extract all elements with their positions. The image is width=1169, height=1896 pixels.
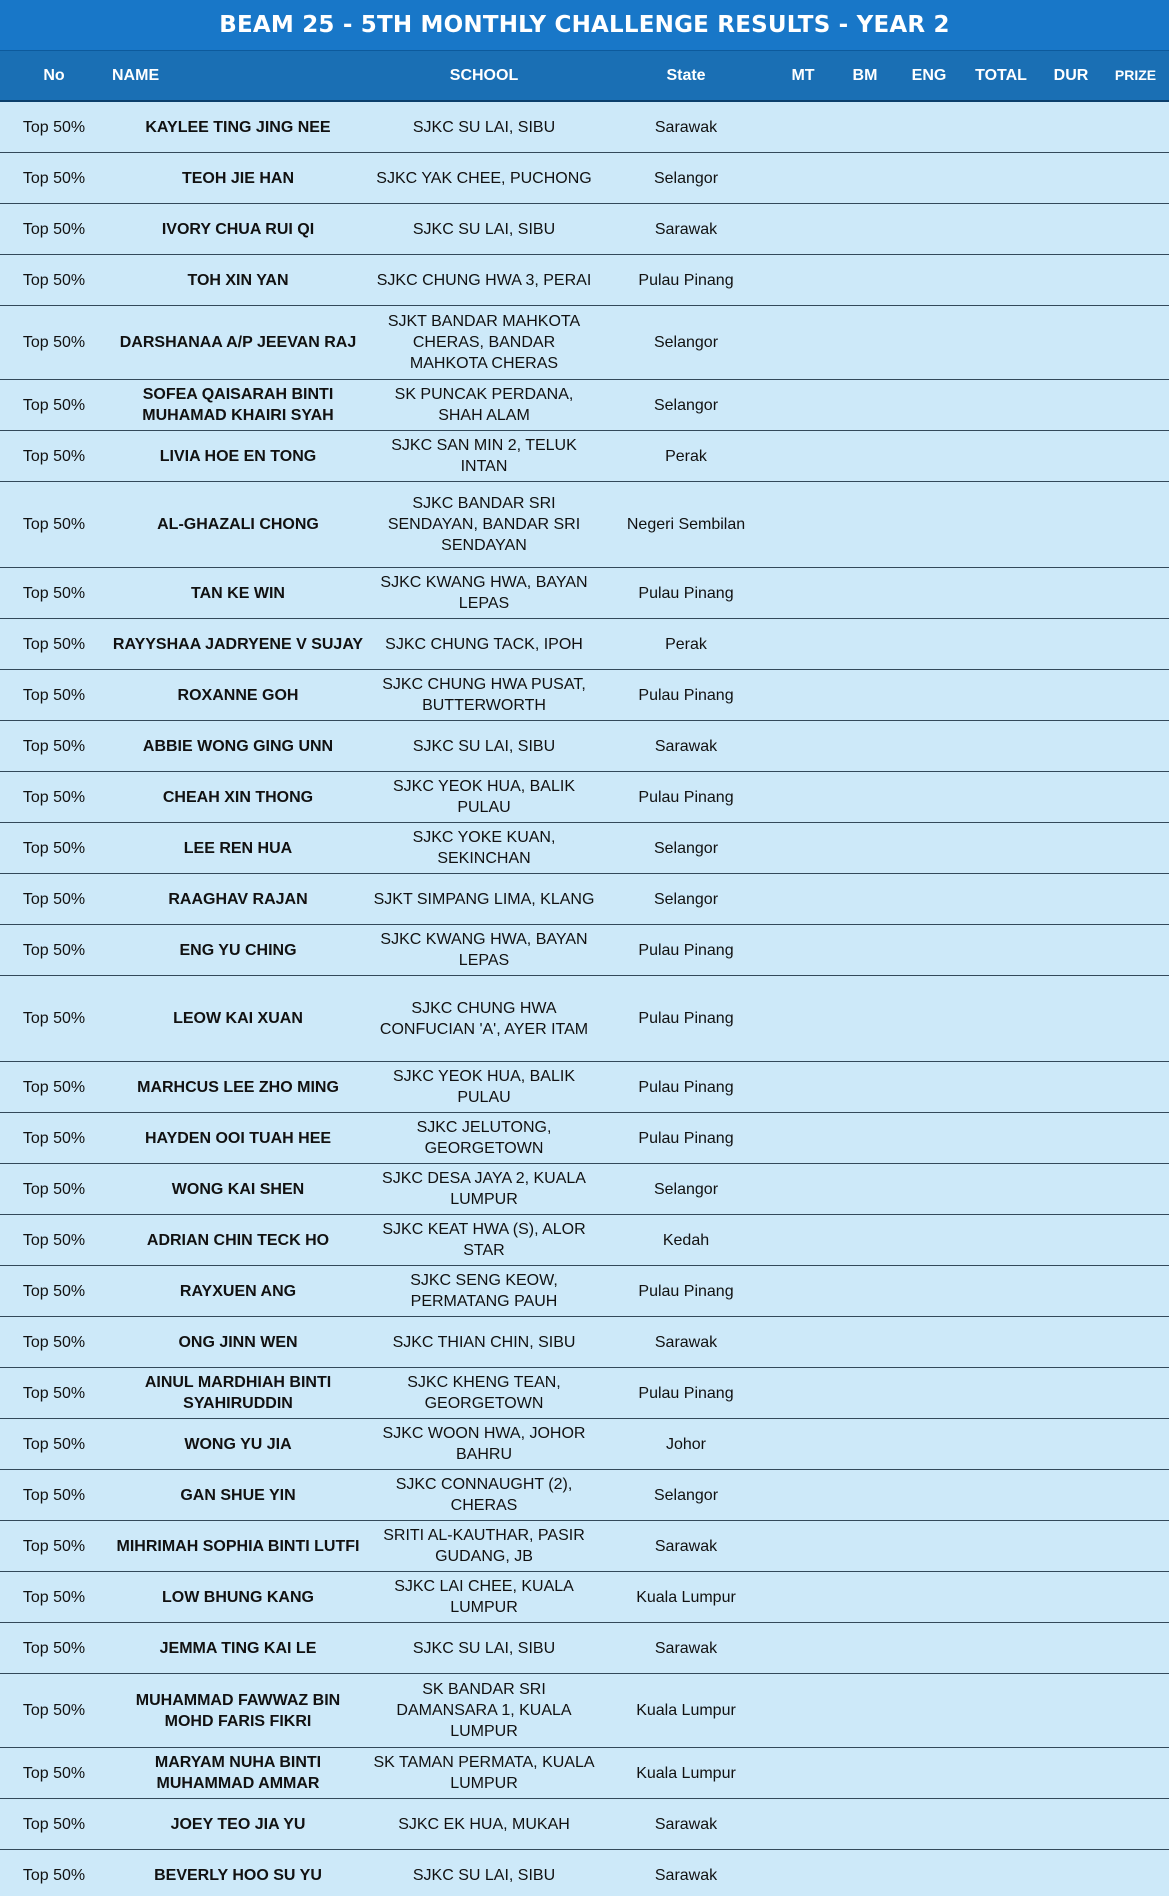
cell-no: Top 50%: [22, 1282, 86, 1300]
cell-school: SJKC CHUNG HWA CONFUCIAN 'A', AYER ITAM: [379, 999, 589, 1038]
cell-no: Top 50%: [22, 1702, 86, 1719]
cell-school: SJKC SENG KEOW, PERMATANG PAUH: [410, 1272, 558, 1310]
table-row: [0, 1062, 1169, 1113]
cell-school: SRITI AL-KAUTHAR, PASIR GUDANG, JB: [383, 1527, 585, 1565]
table-row: [0, 1748, 1169, 1799]
cell-school: SJKC THIAN CHIN, SIBU: [392, 1333, 576, 1351]
cell-name: WONG KAI SHEN: [171, 1180, 305, 1198]
cell-state: Sarawak: [654, 1815, 718, 1833]
cell-state: Kuala Lumpur: [636, 1588, 736, 1606]
cell-no: Top 50%: [22, 334, 86, 351]
cell-school: SJKT BANDAR MAHKOTA CHERAS, BANDAR MAHKOTA CHERAS: [387, 313, 581, 372]
cell-no: Top 50%: [22, 118, 86, 136]
cell-state: Pulau Pinang: [638, 584, 734, 602]
table-row: [0, 1674, 1169, 1748]
cell-name: MARHCUS LEE ZHO MING: [137, 1078, 339, 1096]
cell-name: MUHAMMAD FAWWAZ BIN MOHD FARIS FIKRI: [135, 1691, 341, 1730]
cell-no: Top 50%: [22, 635, 86, 653]
table-row: [0, 976, 1169, 1062]
cell-name: LIVIA HOE EN TONG: [159, 447, 317, 465]
cell-no: Top 50%: [22, 1078, 86, 1096]
table-row: [0, 1521, 1169, 1572]
cell-name: JEMMA TING KAI LE: [159, 1639, 317, 1657]
header-state: State: [666, 67, 706, 84]
table-row: [0, 1623, 1169, 1674]
cell-no: Top 50%: [22, 396, 86, 414]
cell-school: SJKC EK HUA, MUKAH: [398, 1815, 570, 1833]
cell-school: SJKC KEAT HWA (S), ALOR STAR: [382, 1221, 586, 1259]
cell-state: Selangor: [653, 1180, 719, 1198]
table-row: [0, 1850, 1169, 1896]
header-school: SCHOOL: [449, 67, 519, 84]
cell-name: RAAGHAV RAJAN: [168, 890, 308, 908]
cell-state: Sarawak: [654, 1333, 718, 1351]
header-no: No: [43, 67, 65, 84]
table-row: [0, 431, 1169, 482]
header-mt: MT: [791, 67, 815, 84]
cell-state: Selangor: [653, 334, 719, 351]
cell-school: SJKC YOKE KUAN, SEKINCHAN: [412, 829, 556, 867]
table-row: [0, 1368, 1169, 1419]
cell-school: SJKC CONNAUGHT (2), CHERAS: [395, 1476, 573, 1514]
cell-no: Top 50%: [22, 1764, 86, 1782]
cell-school: SJKC JELUTONG, GEORGETOWN: [416, 1119, 552, 1157]
cell-state: Pulau Pinang: [638, 1282, 734, 1300]
table-row: [0, 1799, 1169, 1850]
cell-state: Perak: [665, 447, 707, 465]
cell-school: SK BANDAR SRI DAMANSARA 1, KUALA LUMPUR: [396, 1681, 572, 1740]
cell-no: Top 50%: [22, 516, 86, 533]
cell-school: SJKC KHENG TEAN, GEORGETOWN: [407, 1374, 561, 1412]
cell-state: Pulau Pinang: [638, 941, 734, 959]
table-row: [0, 1164, 1169, 1215]
cell-school: SJKC SU LAI, SIBU: [412, 737, 556, 755]
cell-name: ADRIAN CHIN TECK HO: [146, 1231, 330, 1249]
cell-state: Sarawak: [654, 118, 718, 136]
table-row: [0, 482, 1169, 568]
cell-no: Top 50%: [22, 890, 86, 908]
cell-no: Top 50%: [22, 1180, 86, 1198]
cell-state: Sarawak: [654, 1866, 718, 1884]
cell-name: KAYLEE TING JING NEE: [145, 118, 331, 136]
table-row: [0, 306, 1169, 380]
cell-no: Top 50%: [22, 220, 86, 238]
cell-state: Pulau Pinang: [638, 1384, 734, 1402]
table-row: [0, 255, 1169, 306]
table-row: [0, 1419, 1169, 1470]
table-row: [0, 721, 1169, 772]
cell-name: ENG YU CHING: [179, 941, 297, 959]
cell-no: Top 50%: [22, 1588, 86, 1606]
cell-state: Negeri Sembilan: [626, 516, 746, 533]
table-row: [0, 1266, 1169, 1317]
cell-no: Top 50%: [22, 1815, 86, 1833]
cell-school: SJKC CHUNG HWA 3, PERAI: [376, 271, 592, 289]
cell-name: SOFEA QAISARAH BINTI MUHAMAD KHAIRI SYAH: [142, 386, 334, 424]
cell-state: Sarawak: [654, 1639, 718, 1657]
cell-state: Kedah: [662, 1231, 710, 1249]
cell-state: Kuala Lumpur: [636, 1764, 736, 1782]
cell-school: SJKC SU LAI, SIBU: [412, 1639, 556, 1657]
cell-no: Top 50%: [22, 1435, 86, 1453]
table-header: [0, 51, 1169, 102]
cell-state: Sarawak: [654, 1537, 718, 1555]
cell-name: AINUL MARDHIAH BINTI SYAHIRUDDIN: [144, 1374, 332, 1412]
cell-school: SK TAMAN PERMATA, KUALA LUMPUR: [373, 1754, 595, 1792]
cell-state: Pulau Pinang: [638, 686, 734, 704]
table-row: [0, 1113, 1169, 1164]
table-row: [0, 153, 1169, 204]
header-prize: PRIZE: [1114, 67, 1157, 83]
cell-state: Pulau Pinang: [638, 1078, 734, 1096]
cell-name: RAYYSHAA JADRYENE V SUJAY: [112, 635, 364, 653]
cell-school: SJKC SU LAI, SIBU: [412, 118, 556, 136]
cell-no: Top 50%: [22, 1537, 86, 1555]
cell-name: GAN SHUE YIN: [180, 1486, 296, 1504]
cell-state: Selangor: [653, 839, 719, 857]
table-row: [0, 204, 1169, 255]
cell-school: SJKC SAN MIN 2, TELUK INTAN: [391, 437, 577, 475]
header-name: NAME: [112, 67, 160, 84]
cell-name: HAYDEN OOI TUAH HEE: [144, 1129, 332, 1147]
cell-school: SJKC CHUNG HWA PUSAT, BUTTERWORTH: [382, 676, 586, 714]
cell-school: SJKC YAK CHEE, PUCHONG: [376, 169, 592, 187]
cell-no: Top 50%: [22, 1486, 86, 1504]
table-row: [0, 925, 1169, 976]
cell-name: TOH XIN YAN: [187, 271, 289, 289]
cell-no: Top 50%: [22, 1010, 86, 1027]
cell-school: SJKC KWANG HWA, BAYAN LEPAS: [380, 931, 588, 969]
cell-no: Top 50%: [22, 1866, 86, 1884]
cell-state: Perak: [665, 635, 707, 653]
cell-no: Top 50%: [22, 169, 86, 187]
cell-school: SJKC KWANG HWA, BAYAN LEPAS: [380, 574, 588, 612]
table-row: [0, 670, 1169, 721]
cell-school: SJKC SU LAI, SIBU: [412, 220, 556, 238]
cell-name: TEOH JIE HAN: [181, 169, 294, 187]
cell-name: LOW BHUNG KANG: [162, 1588, 314, 1606]
page-title: BEAM 25 - 5TH MONTHLY CHALLENGE RESULTS - YEAR 2: [0, 0, 1169, 51]
cell-state: Sarawak: [654, 737, 718, 755]
cell-state: Johor: [665, 1435, 707, 1453]
cell-state: Selangor: [653, 169, 719, 187]
cell-school: SJKT SIMPANG LIMA, KLANG: [373, 890, 595, 908]
cell-school: SJKC YEOK HUA, BALIK PULAU: [393, 778, 575, 816]
cell-state: Sarawak: [654, 220, 718, 238]
cell-name: DARSHANAA A/P JEEVAN RAJ: [119, 334, 357, 351]
cell-no: Top 50%: [22, 737, 86, 755]
table-row: [0, 1317, 1169, 1368]
table-row: [0, 874, 1169, 925]
cell-school: SJKC DESA JAYA 2, KUALA LUMPUR: [382, 1170, 586, 1208]
table-row: [0, 619, 1169, 670]
table-row: [0, 772, 1169, 823]
cell-state: Selangor: [653, 1486, 719, 1504]
cell-name: ABBIE WONG GING UNN: [142, 737, 334, 755]
cell-state: Pulau Pinang: [638, 271, 734, 289]
table-row: [0, 380, 1169, 431]
table-row: [0, 1470, 1169, 1521]
header-dur: DUR: [1053, 67, 1089, 84]
cell-no: Top 50%: [22, 271, 86, 289]
cell-name: RAYXUEN ANG: [179, 1282, 297, 1300]
cell-no: Top 50%: [22, 1384, 86, 1402]
cell-no: Top 50%: [22, 788, 86, 806]
cell-name: TAN KE WIN: [191, 584, 285, 602]
cell-school: SJKC LAI CHEE, KUALA LUMPUR: [394, 1578, 574, 1616]
header-eng: ENG: [911, 67, 947, 84]
cell-no: Top 50%: [22, 941, 86, 959]
cell-name: MIHRIMAH SOPHIA BINTI LUTFI: [116, 1537, 360, 1555]
results-table-body: [0, 102, 1169, 1896]
cell-name: LEOW KAI XUAN: [173, 1010, 303, 1027]
table-row: [0, 568, 1169, 619]
cell-no: Top 50%: [22, 1639, 86, 1657]
table-row: [0, 1572, 1169, 1623]
cell-school: SJKC YEOK HUA, BALIK PULAU: [393, 1068, 575, 1106]
cell-school: SK PUNCAK PERDANA, SHAH ALAM: [394, 386, 574, 424]
cell-name: AL-GHAZALI CHONG: [157, 516, 319, 533]
cell-name: LEE REN HUA: [183, 839, 293, 857]
cell-name: BEVERLY HOO SU YU: [154, 1866, 322, 1884]
cell-name: CHEAH XIN THONG: [162, 788, 314, 806]
cell-state: Pulau Pinang: [638, 1010, 734, 1027]
cell-school: SJKC SU LAI, SIBU: [412, 1866, 556, 1884]
cell-state: Selangor: [653, 890, 719, 908]
cell-no: Top 50%: [22, 1231, 86, 1249]
cell-name: MARYAM NUHA BINTI MUHAMMAD AMMAR: [154, 1754, 322, 1792]
header-bm: BM: [852, 67, 878, 84]
cell-state: Selangor: [653, 396, 719, 414]
cell-no: Top 50%: [22, 584, 86, 602]
cell-name: ROXANNE GOH: [177, 686, 299, 704]
cell-no: Top 50%: [22, 686, 86, 704]
cell-no: Top 50%: [22, 839, 86, 857]
cell-name: JOEY TEO JIA YU: [170, 1815, 306, 1833]
cell-no: Top 50%: [22, 1129, 86, 1147]
cell-no: Top 50%: [22, 1333, 86, 1351]
cell-name: WONG YU JIA: [184, 1435, 292, 1453]
cell-state: Pulau Pinang: [638, 1129, 734, 1147]
cell-name: IVORY CHUA RUI QI: [161, 220, 315, 238]
table-row: [0, 1215, 1169, 1266]
cell-name: ONG JINN WEN: [178, 1333, 298, 1351]
cell-no: Top 50%: [22, 447, 86, 465]
cell-school: SJKC BANDAR SRI SENDAYAN, BANDAR SRI SENDAYAN: [387, 495, 581, 554]
table-row: [0, 102, 1169, 153]
table-row: [0, 823, 1169, 874]
header-total: TOTAL: [975, 67, 1027, 84]
cell-state: Kuala Lumpur: [636, 1702, 736, 1719]
cell-school: SJKC WOON HWA, JOHOR BAHRU: [382, 1425, 586, 1463]
cell-school: SJKC CHUNG TACK, IPOH: [385, 635, 583, 653]
cell-state: Pulau Pinang: [638, 788, 734, 806]
